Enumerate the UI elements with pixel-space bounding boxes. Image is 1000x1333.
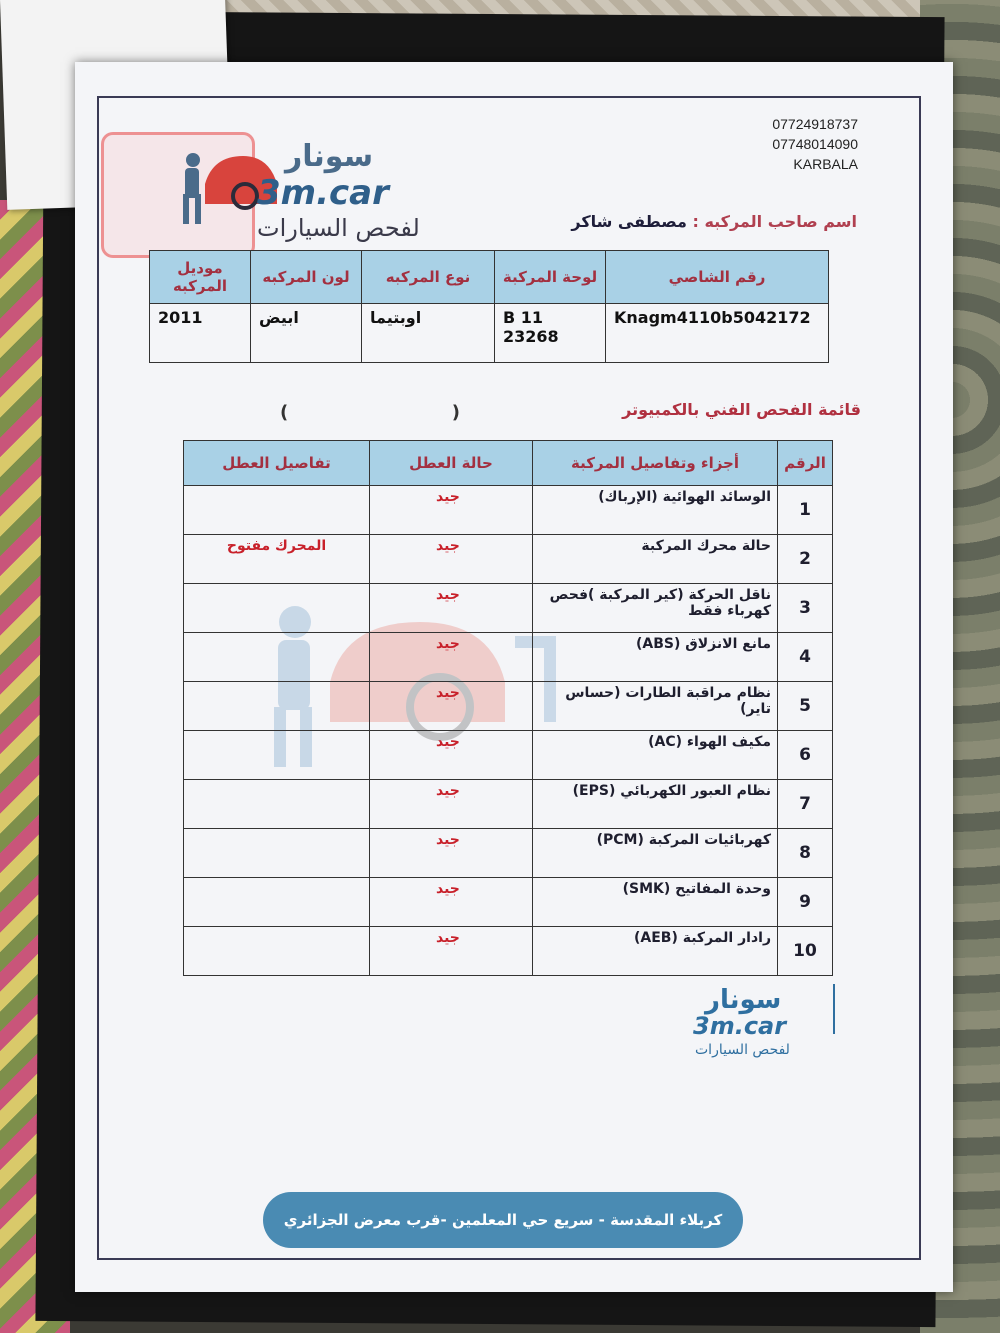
row-status: جيد (370, 829, 533, 878)
table-row (184, 633, 833, 682)
row-part: حالة محرك المركبة (533, 535, 778, 584)
row-status: جيد (370, 878, 533, 927)
type-value: اوبتيما (362, 304, 495, 363)
header-details: تفاصيل العطل (184, 441, 370, 486)
row-number: 7 (778, 780, 833, 829)
inspection-table-header (184, 441, 833, 486)
row-status: جيد (370, 584, 533, 633)
row-number: 4 (778, 633, 833, 682)
vehicle-info-table (149, 250, 829, 363)
row-part: ناقل الحركة (كير المركبة )فحص كهرباء فقط (533, 584, 778, 633)
row-details (184, 878, 370, 927)
vehicle-table-header (150, 251, 829, 304)
table-row (184, 535, 833, 584)
owner-name: مصطفى شاكر (571, 212, 687, 231)
row-details (184, 682, 370, 731)
row-part: رادار المركبة (AEB) (533, 927, 778, 976)
phone-number-2: 07748014090 (772, 136, 858, 152)
row-part: نظام العبور الكهربائي (EPS) (533, 780, 778, 829)
table-row (184, 829, 833, 878)
header-part: أجزاء وتفاصيل المركبة (533, 441, 778, 486)
row-status: جيد (370, 486, 533, 535)
row-status: جيد (370, 731, 533, 780)
footer-address-bar (263, 1192, 743, 1248)
contact-info (772, 114, 858, 174)
row-status: جيد (370, 780, 533, 829)
row-details (184, 633, 370, 682)
row-part: كهربائيات المركبة (PCM) (533, 829, 778, 878)
vehicle-table-row (150, 304, 829, 363)
row-number: 3 (778, 584, 833, 633)
owner-line (571, 212, 857, 231)
row-number: 10 (778, 927, 833, 976)
brand-subtitle-bottom: لفحص السيارات (695, 1042, 790, 1058)
header-type: نوع المركبه (362, 251, 495, 304)
inspection-title: قائمة الفحص الفني بالكمبيوتر (622, 400, 861, 419)
table-row (184, 780, 833, 829)
row-details (184, 829, 370, 878)
row-details (184, 486, 370, 535)
footer-address: كربلاء المقدسة - سريع حي المعلمين -قرب معرض الجزائري (283, 1211, 723, 1229)
city-name: KARBALA (793, 156, 858, 172)
row-status: جيد (370, 535, 533, 584)
row-number: 6 (778, 731, 833, 780)
row-part: مانع الانزلاق (ABS) (533, 633, 778, 682)
row-number: 8 (778, 829, 833, 878)
brand-name-ar-bottom: سونار (705, 985, 782, 1015)
table-row (184, 927, 833, 976)
header-plate: لوحة المركبة (495, 251, 606, 304)
row-number: 2 (778, 535, 833, 584)
header-status: حالة العطل (370, 441, 533, 486)
brand-subtitle: لفحص السيارات (257, 214, 420, 242)
brand-logo-top (173, 134, 420, 244)
brand-name-en: 3m.car (257, 173, 389, 213)
table-row (184, 878, 833, 927)
table-row (184, 584, 833, 633)
row-number: 5 (778, 682, 833, 731)
row-details (184, 731, 370, 780)
phone-number-1: 07724918737 (772, 116, 858, 132)
brand-logo-bottom (675, 982, 855, 1062)
header-chassis: رقم الشاصي (606, 251, 829, 304)
header-model: موديل المركبه (150, 251, 251, 304)
blank-parentheses (280, 402, 460, 423)
table-row (184, 682, 833, 731)
row-details (184, 584, 370, 633)
table-row (184, 731, 833, 780)
plate-value: 11 B 23268 (495, 304, 606, 363)
owner-label: اسم صاحب المركبه : (692, 212, 857, 231)
row-details (184, 780, 370, 829)
chassis-value: Knagm4110b5042172 (606, 304, 829, 363)
row-details: المحرك مفتوح (184, 535, 370, 584)
row-part: نظام مراقبة الطارات (حساس تاير) (533, 682, 778, 731)
row-number: 1 (778, 486, 833, 535)
close-paren: ) (451, 402, 460, 423)
table-row (184, 486, 833, 535)
open-paren: ( (280, 402, 289, 423)
brand-name-en-bottom: 3m.car (693, 1012, 787, 1040)
inspection-sheet (75, 62, 953, 1292)
row-part: مكيف الهواء (AC) (533, 731, 778, 780)
row-status: جيد (370, 682, 533, 731)
row-status: جيد (370, 633, 533, 682)
row-part: وحدة المفاتيح (SMK) (533, 878, 778, 927)
inspection-table (183, 440, 833, 976)
brand-name-ar: سونار (285, 139, 374, 174)
row-part: الوسائد الهوائية (الإرباك) (533, 486, 778, 535)
header-color: لون المركبه (251, 251, 362, 304)
row-number: 9 (778, 878, 833, 927)
model-value: 2011 (150, 304, 251, 363)
header-number: الرقم (778, 441, 833, 486)
row-details (184, 927, 370, 976)
row-status: جيد (370, 927, 533, 976)
color-value: ابيض (251, 304, 362, 363)
